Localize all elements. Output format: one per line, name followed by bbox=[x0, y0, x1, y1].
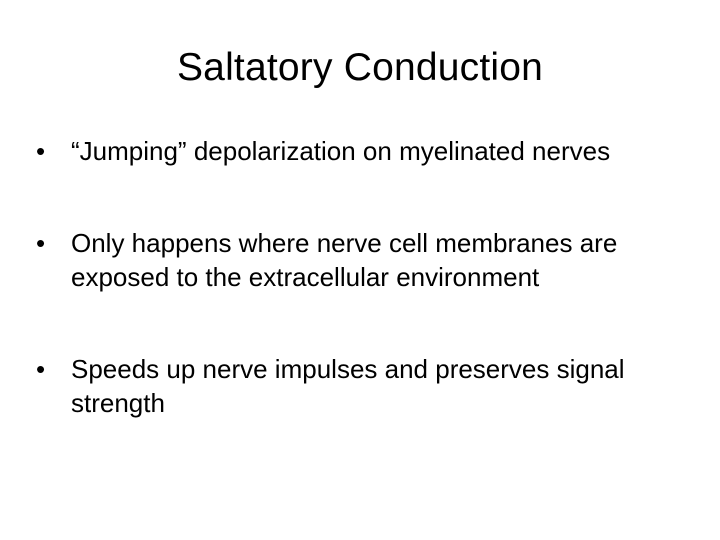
bullet-text: “Jumping” depolarization on myelinated nerves bbox=[71, 136, 611, 166]
bullet-text: Speeds up nerve impulses and preserves signal strength bbox=[71, 354, 625, 418]
bullet-text: Only happens where nerve cell membranes are exposed to the extracellular environment bbox=[71, 228, 618, 292]
bullet-marker: • bbox=[36, 228, 46, 258]
bullet-list bbox=[36, 134, 686, 420]
bullet-marker: • bbox=[36, 354, 46, 384]
bullet-item bbox=[36, 352, 686, 420]
bullet-item bbox=[36, 134, 686, 168]
slide-title: Saltatory Conduction bbox=[176, 46, 544, 89]
bullet-item bbox=[36, 226, 686, 294]
bullet-marker: • bbox=[36, 136, 46, 166]
